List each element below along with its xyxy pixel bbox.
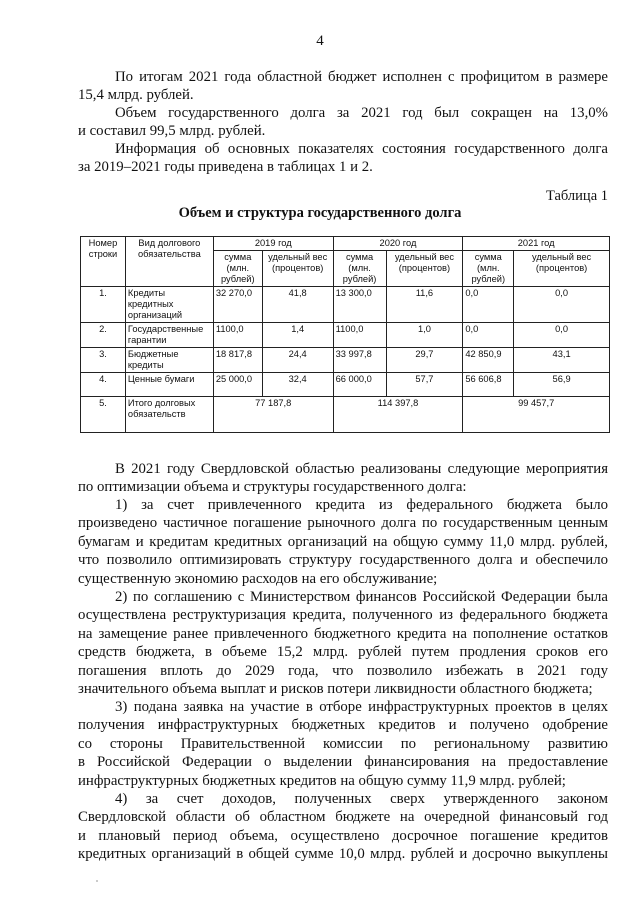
text-line: 3) подана заявка на участие в отборе инфраструктурных проектов в целях — [115, 699, 608, 715]
text-line: 4) за счет доходов, полученных сверх утвержденного законом — [115, 791, 608, 807]
paragraph-measure-3 — [78, 698, 608, 790]
cell-sum: 32 270,0 — [213, 287, 262, 323]
scan-speck — [96, 880, 98, 882]
text-line: по оптимизации объема и структуры государственного долга: — [78, 479, 467, 496]
cell-sum: 1100,0 — [213, 323, 262, 348]
text-line: кредитных организаций в общей сумме 10,0 млрд. рублей и досрочно выкуплены — [78, 846, 608, 863]
table-label: Таблица 1 — [545, 188, 608, 204]
cell-share: 0,0 — [514, 323, 610, 348]
table-row — [81, 287, 610, 323]
cell-share: 0,0 — [514, 287, 610, 323]
row-number: 4. — [81, 373, 126, 397]
text-line: и плановый период объема, осуществлено досрочное погашение кредитов — [78, 827, 608, 844]
cell-sum: 25 000,0 — [213, 373, 262, 397]
header-year: 2020 год — [333, 237, 463, 251]
table-header-row — [81, 237, 610, 251]
text-line: получения инфраструктурных бюджетных кредитов и получено одобрение — [78, 717, 608, 734]
cell-share: 1,4 — [262, 323, 333, 348]
obligation-name: Кредиты кредитных организаций — [125, 287, 213, 323]
text-line: В 2021 году Свердловской областью реализованы следующие мероприятия — [115, 461, 608, 477]
cell-share: 57,7 — [386, 373, 463, 397]
text-line: инфраструктурных бюджетных кредитов на общую сумму 11,9 млрд. рублей; — [78, 772, 566, 789]
text-line: бумагам и кредитам кредитных организаций на общую сумму 11,0 млрд. рублей, — [78, 533, 608, 550]
text-line: 15,4 млрд. рублей. — [78, 87, 194, 104]
paragraph-measure-2 — [78, 588, 608, 698]
text-line: погашения вплоть до 2029 года, что позволило избежать в 2021 году — [78, 662, 608, 679]
text-line: осуществлена реструктуризация кредита, полученного из федерального бюджета — [78, 607, 608, 624]
header-sum: сумма (млн. рублей) — [333, 251, 386, 287]
cell-share: 32,4 — [262, 373, 333, 397]
total-sum: 114 397,8 — [333, 397, 463, 433]
text-line: 1) за счет привлеченного кредита из федерального бюджета было — [115, 497, 608, 513]
table-row — [81, 323, 610, 348]
row-number: 2. — [81, 323, 126, 348]
cell-sum: 56 606,8 — [463, 373, 514, 397]
header-share: удельный вес (процентов) — [262, 251, 333, 287]
paragraph-measure-1 — [78, 496, 608, 588]
text-line: 2) по соглашению с Министерством финансов Российской Федерации была — [115, 589, 608, 605]
text-line: существенную экономию расходов на его обслуживание; — [78, 570, 438, 587]
text-line: По итогам 2021 года областной бюджет исполнен с профицитом в размере — [115, 69, 608, 85]
cell-sum: 42 850,9 — [463, 348, 514, 373]
cell-sum: 18 817,8 — [213, 348, 262, 373]
table-title: Объем и структура государственного долга — [178, 205, 462, 221]
row-number: 1. — [81, 287, 126, 323]
cell-share: 43,1 — [514, 348, 610, 373]
debt-structure-table — [80, 236, 610, 433]
table-row — [81, 348, 610, 373]
cell-sum: 33 997,8 — [333, 348, 386, 373]
cell-sum: 13 300,0 — [333, 287, 386, 323]
cell-sum: 1100,0 — [333, 323, 386, 348]
cell-sum: 0,0 — [463, 323, 514, 348]
header-sum: сумма (млн. рублей) — [463, 251, 514, 287]
cell-share: 11,6 — [386, 287, 463, 323]
obligation-name: Ценные бумаги — [125, 373, 213, 397]
cell-share: 1,0 — [386, 323, 463, 348]
cell-share: 41,8 — [262, 287, 333, 323]
table-row — [81, 373, 610, 397]
header-share: удельный вес (процентов) — [514, 251, 610, 287]
text-line: в Российской Федерации о выделении финансирования на предоставление — [78, 754, 608, 771]
page-number: 4 — [316, 33, 324, 49]
header-year: 2021 год — [463, 237, 610, 251]
paragraph-measure-4 — [78, 790, 608, 864]
text-line: произведено частичное погашение рыночного долга по государственным ценным — [78, 515, 608, 532]
paragraph-tables-reference — [78, 140, 608, 177]
obligation-name: Итого долговых обязательств — [125, 397, 213, 433]
text-line: Объем государственного долга за 2021 год был сокращен на 13,0% — [115, 105, 608, 121]
cell-share: 24,4 — [262, 348, 333, 373]
cell-sum: 0,0 — [463, 287, 514, 323]
text-line: средств бюджета, в объеме 15,2 млрд. рублей путем продления сроков его — [78, 644, 608, 661]
paragraph-surplus — [78, 68, 608, 105]
text-line: что позволило оптимизировать структуру государственного долга и обеспечило — [78, 552, 608, 569]
row-number: 5. — [81, 397, 126, 433]
text-line: Свердловской области об областном бюджете на очередной финансовый год — [78, 809, 608, 826]
text-line: Информация об основных показателях состояния государственного долга — [115, 141, 608, 157]
cell-share: 29,7 — [386, 348, 463, 373]
row-number: 3. — [81, 348, 126, 373]
obligation-name: Бюджетные кредиты — [125, 348, 213, 373]
text-line: за 2019–2021 годы приведена в таблицах 1 и 2. — [78, 159, 373, 176]
paragraph-measures-intro — [78, 460, 608, 497]
paragraph-debt-reduction — [78, 104, 608, 141]
text-line: и составил 99,5 млрд. рублей. — [78, 123, 266, 140]
table-total-row — [81, 397, 610, 433]
text-line: значительного объема выплат и рисков потери ликвидности областного бюджета; — [78, 681, 593, 698]
text-line: со стороны Правительственной комиссии по региональному развитию — [78, 735, 608, 752]
obligation-name: Государственные гарантии — [125, 323, 213, 348]
cell-sum: 66 000,0 — [333, 373, 386, 397]
text-line: на замещение ранее привлеченного бюджетного кредита на пополнение остатков — [78, 625, 608, 642]
header-row-number: Номер строки — [81, 237, 126, 287]
cell-share: 56,9 — [514, 373, 610, 397]
header-obligation-type: Вид долгового обязательства — [125, 237, 213, 287]
header-sum: сумма (млн. рублей) — [213, 251, 262, 287]
header-share: удельный вес (процентов) — [386, 251, 463, 287]
header-year: 2019 год — [213, 237, 333, 251]
total-sum: 77 187,8 — [213, 397, 333, 433]
total-sum: 99 457,7 — [463, 397, 610, 433]
